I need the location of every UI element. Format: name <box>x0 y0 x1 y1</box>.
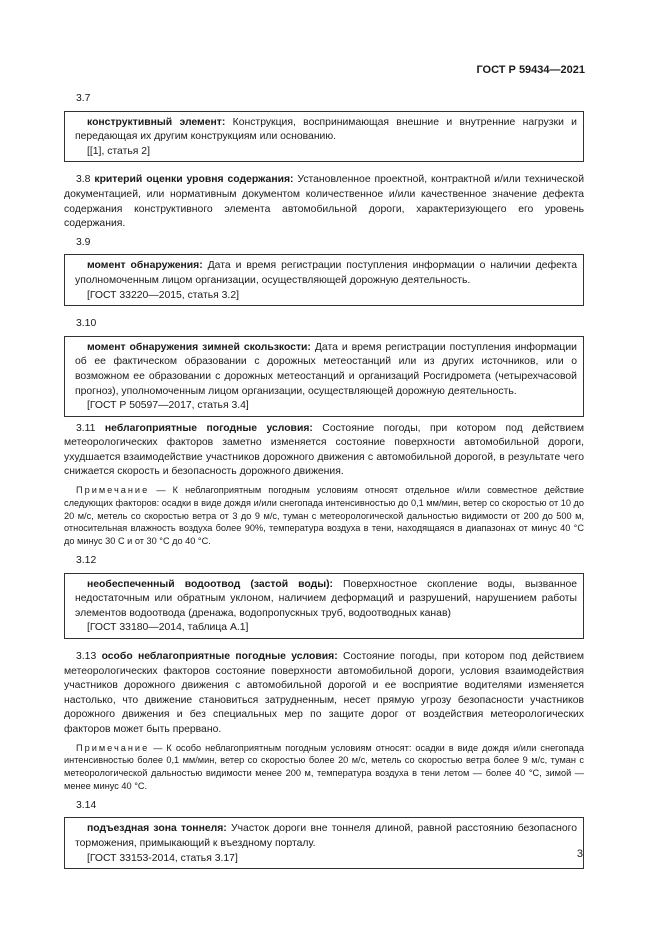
source-reference: [[1], статья 2] <box>87 145 150 157</box>
definition: Конструкция, воспринимающая внешние и внутренние нагрузки и передающая их другим конструкциям или основанию. <box>75 116 577 143</box>
term: момент обнаружения зимней скользкости: <box>87 341 311 353</box>
source-reference: [ГОСТ Р 50597—2017, статья 3.4] <box>87 400 249 412</box>
page-number: 3 <box>576 848 583 860</box>
note-label: Примечание <box>76 742 150 753</box>
term: критерий оценки уровня содержания: <box>94 174 294 186</box>
definition-text <box>75 341 577 399</box>
definition: Участок дороги вне тоннеля длиной, равной расстоянию безопасного торможения, примыкающий к въездному порталу. <box>75 823 577 849</box>
definition-box <box>64 254 584 306</box>
note-text: — К неблагоприятным погодным условиям относят отдельное и/или совместное действие следующих факторов: осадки в виде дождя и/или снегопада интенсивностью до 0,1 мм/мин, ветер со скоростью от 10 до 20 м/с, метель со скоростью ветра от 3 до 9 м/с, туман с метеорологической дальностью видимости от 200 до 500 м, относительная влажность воздуха более 90%, температура воздуха в тени, находящаяся в диапазонах от минус 40 °С до минус 30 С и от 30 °С до 40 °С. <box>64 485 584 547</box>
definition-paragraph <box>64 173 584 231</box>
definition-paragraph <box>64 650 584 738</box>
entry-number: 3.12 <box>76 555 97 567</box>
definition-box <box>64 573 584 639</box>
definition-text <box>75 822 577 851</box>
entry-number: 3.8 <box>76 174 91 186</box>
term: момент обнаружения: <box>87 260 203 272</box>
entry-number: 3.7 <box>76 93 91 104</box>
definition: Дата и время регистрации поступления информации о наличии дефекта уполномоченным лицом организации, осуществляющей дорожную деятельность. <box>75 260 577 286</box>
note <box>64 742 584 793</box>
document-body <box>64 92 584 874</box>
term: неблагоприятные погодные условия: <box>104 422 313 434</box>
document-header: ГОСТ Р 59434—2021 <box>476 64 585 76</box>
source-reference: [ГОСТ 33220—2015, статья 3.2] <box>87 289 239 301</box>
definition-text <box>75 116 577 145</box>
source-reference: [ГОСТ 33153-2014, статья 3.17] <box>87 852 238 864</box>
definition-box <box>64 111 584 163</box>
definition-paragraph <box>64 422 584 480</box>
entry-number: 3.9 <box>76 236 91 248</box>
term: необеспеченный водоотвод (застой воды): <box>87 578 334 590</box>
note-text: — К особо неблагоприятным погодным условиям относят: осадки в виде дождя и/или снегопада интенсивностью более 0,1 мм/мин, ветер со скоростью более 20 м/с, метель со скоростью ветра более 9 м/с, туман с метеорологической дальностью видимости менее 200 м, температура воздуха в тени летом — более 40 °С, зимой — менее минус 40 °С. <box>64 742 584 791</box>
source-reference: [ГОСТ 33180—2014, таблица А.1] <box>87 622 249 634</box>
entry-number: 3.13 <box>76 651 97 663</box>
definition-text <box>75 259 577 288</box>
definition: Состояние погоды, при котором под действием метеорологических факторов заметно изменяется состояние поверхности автомобильной дороги, ухудшается взаимодействие участников дорожного движения с автомобильной дорогой, в результате чего снижается скорость и безопасность дорожного движения. <box>64 422 584 478</box>
note-label: Примечание <box>76 485 150 496</box>
entry-number: 3.10 <box>76 318 97 330</box>
definition-box <box>64 817 584 869</box>
term: подъездная зона тоннеля: <box>87 823 227 835</box>
note <box>64 484 584 548</box>
term: особо неблагоприятные погодные условия: <box>101 651 338 663</box>
definition: Поверхностное скопление воды, вызванное недостаточным или обратным уклоном, наличием деформаций и разрушений, нарушением работы элементов водоотвода (дренажа, водопропускных труб, водоотводных канав) <box>75 578 577 619</box>
definition: Установленное проектной, контрактной и/или технической документацией, или нормативным документом количественное и/или качественное значение дефекта содержания конструктивного элемента автомобильной дороги, характеризующего его уровень содержания. <box>64 174 584 230</box>
definition-text <box>75 578 577 622</box>
definition-box <box>64 336 584 417</box>
entry-number: 3.11 <box>76 422 96 434</box>
definition: Дата и время регистрации поступления информации об ее фактическом образовании с дорожных метеостанций или из других источников, или о возможном ее образовании с дорожных метеостанций и организаций Росгидромета (четырехчасовой прогноз), уполномоченным лицом организации, осуществляющей дорожную деятельность. <box>75 341 577 397</box>
definition: Состояние погоды, при котором под действием метеорологических факторов состояние поверхности автомобильной дороги, условия взаимодействия участников дорожного движения с автомобильной дорогой и ее восприятие водителями изменяется настолько, что движение становиться затрудненным, несет прямую угрозу безопасности участников дорожного движения и без специальных мер по защите дорог от воздействия метеорологических факторов может быть прервано. <box>64 651 585 735</box>
entry-number: 3.14 <box>76 799 97 811</box>
term: конструктивный элемент: <box>87 116 226 128</box>
